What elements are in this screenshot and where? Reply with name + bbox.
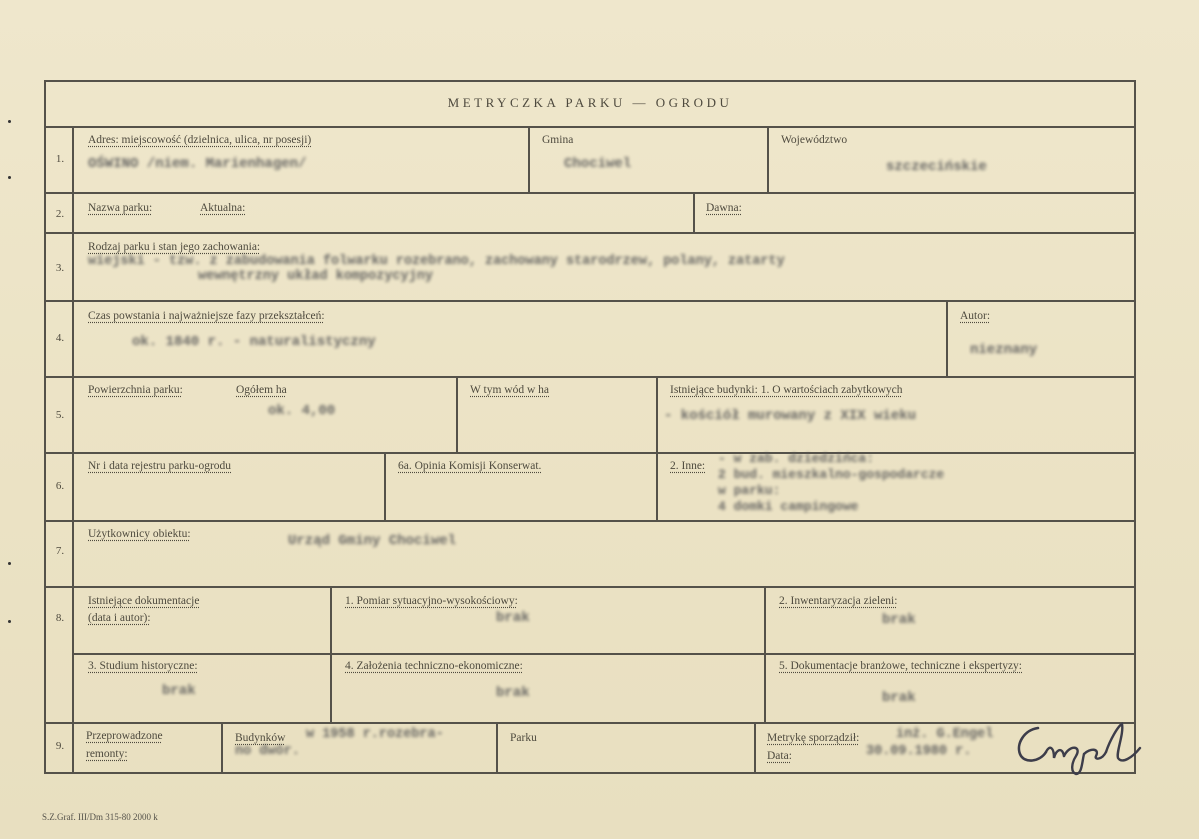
row-number-1: 1.	[55, 153, 65, 165]
register-label: Nr i data rejestru parku-ogrodu	[88, 460, 232, 472]
row6-divider	[384, 452, 386, 520]
tech-econ-label: 4. Założenia techniczno-ekonomiczne:	[345, 660, 523, 672]
row-number-4: 4.	[55, 332, 65, 344]
renovations-sublabel: remonty:	[86, 748, 128, 760]
row2-divider	[693, 192, 695, 232]
users-value: Urząd Gminy Chociwel	[288, 533, 457, 549]
row-number-5: 5.	[55, 409, 65, 421]
gmina-label: Gmina	[542, 134, 574, 146]
greenery-inventory-value: brak	[882, 612, 916, 628]
tech-econ-value: brak	[496, 685, 530, 701]
branch-docs-value: brak	[882, 690, 916, 706]
branch-docs-label: 5. Dokumentacje branżowe, techniczne i ekspertyzy:	[779, 660, 1022, 672]
buildings-renovation-value-1: w 1958 r.rozebra-	[306, 727, 444, 742]
frame-top	[44, 80, 1136, 82]
prepared-by-label: Metrykę sporządził:	[767, 732, 860, 744]
other-buildings-line-4: 4 domki campingowe	[718, 499, 859, 514]
margin-dot	[8, 620, 11, 623]
other-buildings-line-1: - w zab. dziedzińca:	[718, 451, 875, 466]
wojewodztwo-value: szczecińskie	[886, 159, 987, 175]
park-type-label: Rodzaj parku i stan jego zachowania:	[88, 241, 261, 253]
total-ha-label: Ogółem ha	[236, 384, 287, 396]
row2-bottom	[44, 232, 1136, 234]
row-number-3: 3.	[55, 262, 65, 274]
row9-divider-a	[221, 722, 223, 772]
creation-time-value: ok. 1840 r. - naturalistyczny	[132, 334, 376, 350]
row8-bottom	[44, 722, 1136, 724]
row1-bottom	[44, 192, 1136, 194]
renovations-label: Przeprowadzone	[86, 730, 163, 742]
handwritten-signature	[1010, 718, 1150, 778]
survey-value: brak	[496, 610, 530, 626]
buildings-renovation-label: Budynków	[235, 732, 286, 744]
row-number-2: 2.	[55, 208, 65, 220]
survey-label: 1. Pomiar sytuacyjno-wysokościowy:	[345, 595, 518, 607]
park-area-label: Powierzchnia parku:	[88, 384, 183, 396]
author-value: nieznany	[970, 342, 1038, 358]
commission-opinion-label: 6a. Opinia Komisji Konserwat.	[398, 460, 542, 472]
row1-divider-a	[528, 126, 530, 192]
wojewodztwo-label: Województwo	[781, 134, 848, 146]
park-renovation-label: Parku	[510, 732, 537, 744]
row5-divider-b	[656, 376, 658, 520]
other-buildings-label: 2. Inne:	[670, 460, 706, 472]
margin-dot	[8, 562, 11, 565]
existing-buildings-value: - kościół murowany z XIX wieku	[664, 408, 917, 424]
date-label: Data:	[767, 750, 792, 762]
users-label: Użytkownicy obiektu:	[88, 528, 191, 540]
prepared-by-value: inż. G.Engel	[896, 727, 994, 742]
historical-study-label: 3. Studium historyczne:	[88, 660, 198, 672]
row9-divider-b	[496, 722, 498, 772]
row9-divider-c	[754, 722, 756, 772]
park-type-value-line-1: wiejski - tzw. z zabudowania folwarku rozebrano, zachowany starodrzew, polany, zatarty	[88, 254, 785, 269]
frame-bottom	[44, 772, 1136, 774]
row4-divider	[946, 300, 948, 376]
author-label: Autor:	[960, 310, 991, 322]
total-ha-value: ok. 4,00	[268, 403, 336, 419]
row8-middle	[72, 653, 1134, 655]
row-number-8: 8.	[55, 612, 65, 624]
row7-bottom	[44, 586, 1136, 588]
park-name-label: Nazwa parku:	[88, 202, 153, 214]
margin-dot	[8, 120, 11, 123]
print-footer: S.Z.Graf. III/Dm 315-80 2000 k	[42, 812, 158, 822]
documentation-sublabel: (data i autor):	[88, 612, 151, 624]
address-value: OŚWINO /niem. Marienhagen/	[88, 156, 307, 172]
address-label: Adres: miejscowość (dzielnica, ulica, nr posesji)	[88, 134, 312, 146]
row6-bottom	[44, 520, 1136, 522]
row-number-7: 7.	[55, 545, 65, 557]
row1-divider-b	[767, 126, 769, 192]
park-type-value-line-2: wewnętrzny układ kompozycyjny	[198, 269, 433, 284]
date-value: 30.09.1980 r.	[866, 744, 972, 759]
number-column-divider	[72, 126, 74, 773]
current-name-label: Aktualna:	[200, 202, 246, 214]
former-name-label: Dawna:	[706, 202, 742, 214]
row3-bottom	[44, 300, 1136, 302]
form-title: METRYCZKA PARKU — OGRODU	[447, 95, 733, 110]
documentation-label: Istniejące dokumentacje	[88, 595, 200, 607]
row5-bottom	[44, 452, 1136, 454]
buildings-renovation-value-2: no dwór.	[235, 744, 300, 759]
greenery-inventory-label: 2. Inwentaryzacja zieleni:	[779, 595, 898, 607]
row5-divider-a	[456, 376, 458, 452]
historical-study-value: brak	[162, 683, 196, 699]
row4-bottom	[44, 376, 1136, 378]
row-number-6: 6.	[55, 480, 65, 492]
water-ha-label: W tym wód w ha	[470, 384, 550, 396]
row-number-9: 9.	[55, 740, 65, 752]
frame-left	[44, 80, 46, 773]
frame-right	[1134, 80, 1136, 773]
gmina-value: Chociwel	[564, 156, 632, 172]
title-divider	[44, 126, 1136, 128]
other-buildings-line-2: 2 bud. mieszkalno-gospodarcze	[718, 467, 945, 482]
margin-dot	[8, 176, 11, 179]
creation-time-label: Czas powstania i najważniejsze fazy przekształceń:	[88, 310, 325, 322]
existing-buildings-label: Istniejące budynki: 1. O wartościach zabytkowych	[670, 384, 903, 396]
other-buildings-line-3: w parku:	[718, 483, 781, 498]
